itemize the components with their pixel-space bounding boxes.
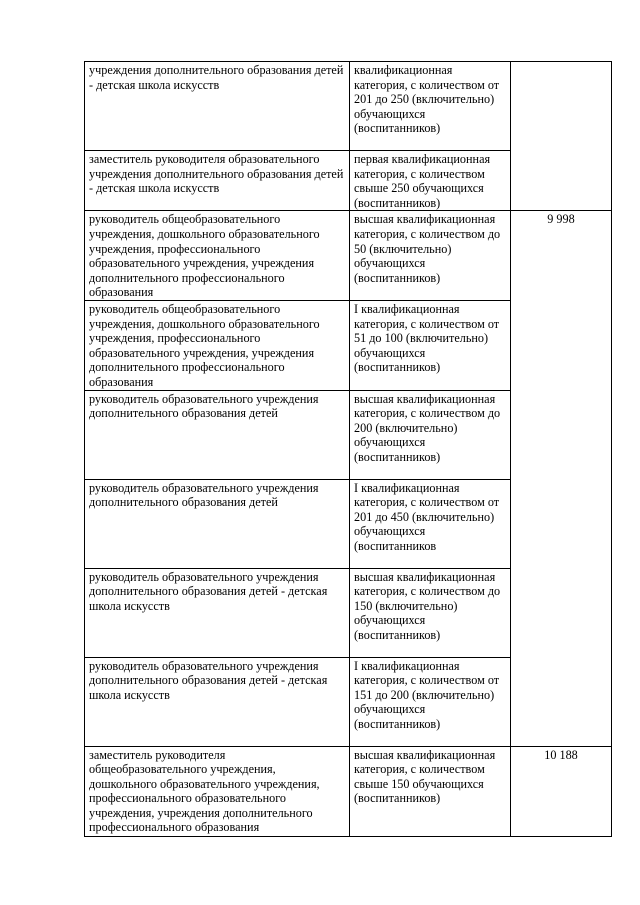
salary-table xyxy=(84,61,612,837)
position-cell: заместитель руководителя общеобразовательного учреждения, дошкольного образовательного учреждения, профессионального образовательного учреждения, учреждения дополнительного профессионального образования xyxy=(85,746,350,836)
position-cell: заместитель руководителя образовательного учреждения дополнительного образования детей - детская школа искусств xyxy=(85,151,350,211)
position-cell: учреждения дополнительного образования детей - детская школа искусств xyxy=(85,62,350,151)
category-cell: высшая квалификационная категория, с количеством свыше 150 обучающихся (воспитанников) xyxy=(350,746,511,836)
table-row xyxy=(85,62,612,151)
category-cell: I квалификационная категория, с количеством от 201 до 450 (включительно) обучающихся (воспитанников xyxy=(350,479,511,568)
amount-cell: 9 998 xyxy=(511,211,612,746)
position-cell: руководитель образовательного учреждения дополнительного образования детей - детская школа искусств xyxy=(85,657,350,746)
position-cell: руководитель образовательного учреждения дополнительного образования детей xyxy=(85,390,350,479)
amount-cell: 10 188 xyxy=(511,746,612,836)
position-cell: руководитель общеобразовательного учреждения, дошкольного образовательного учреждения, профессионального образовательного учреждения, учреждения дополнительного профессионального образования xyxy=(85,300,350,390)
category-cell: первая квалификационная категория, с количеством свыше 250 обучающихся (воспитанников) xyxy=(350,151,511,211)
table-row xyxy=(85,746,612,836)
category-cell: высшая квалификационная категория, с количеством до 150 (включительно) обучающихся (воспитанников) xyxy=(350,568,511,657)
position-cell: руководитель общеобразовательного учреждения, дошкольного образовательного учреждения, профессионального образовательного учреждения, учреждения дополнительного профессионального образования xyxy=(85,211,350,301)
category-cell: I квалификационная категория, с количеством от 51 до 100 (включительно) обучающихся (воспитанников) xyxy=(350,300,511,390)
category-cell: высшая квалификационная категория, с количеством до 50 (включительно) обучающихся (воспитанников) xyxy=(350,211,511,301)
table-row xyxy=(85,211,612,301)
position-cell: руководитель образовательного учреждения дополнительного образования детей xyxy=(85,479,350,568)
position-cell: руководитель образовательного учреждения дополнительного образования детей - детская школа искусств xyxy=(85,568,350,657)
category-cell: высшая квалификационная категория, с количеством до 200 (включительно) обучающихся (воспитанников) xyxy=(350,390,511,479)
category-cell: квалификационная категория, с количеством от 201 до 250 (включительно) обучающихся (воспитанников) xyxy=(350,62,511,151)
category-cell: I квалификационная категория, с количеством от 151 до 200 (включительно) обучающихся (воспитанников) xyxy=(350,657,511,746)
amount-cell xyxy=(511,62,612,211)
